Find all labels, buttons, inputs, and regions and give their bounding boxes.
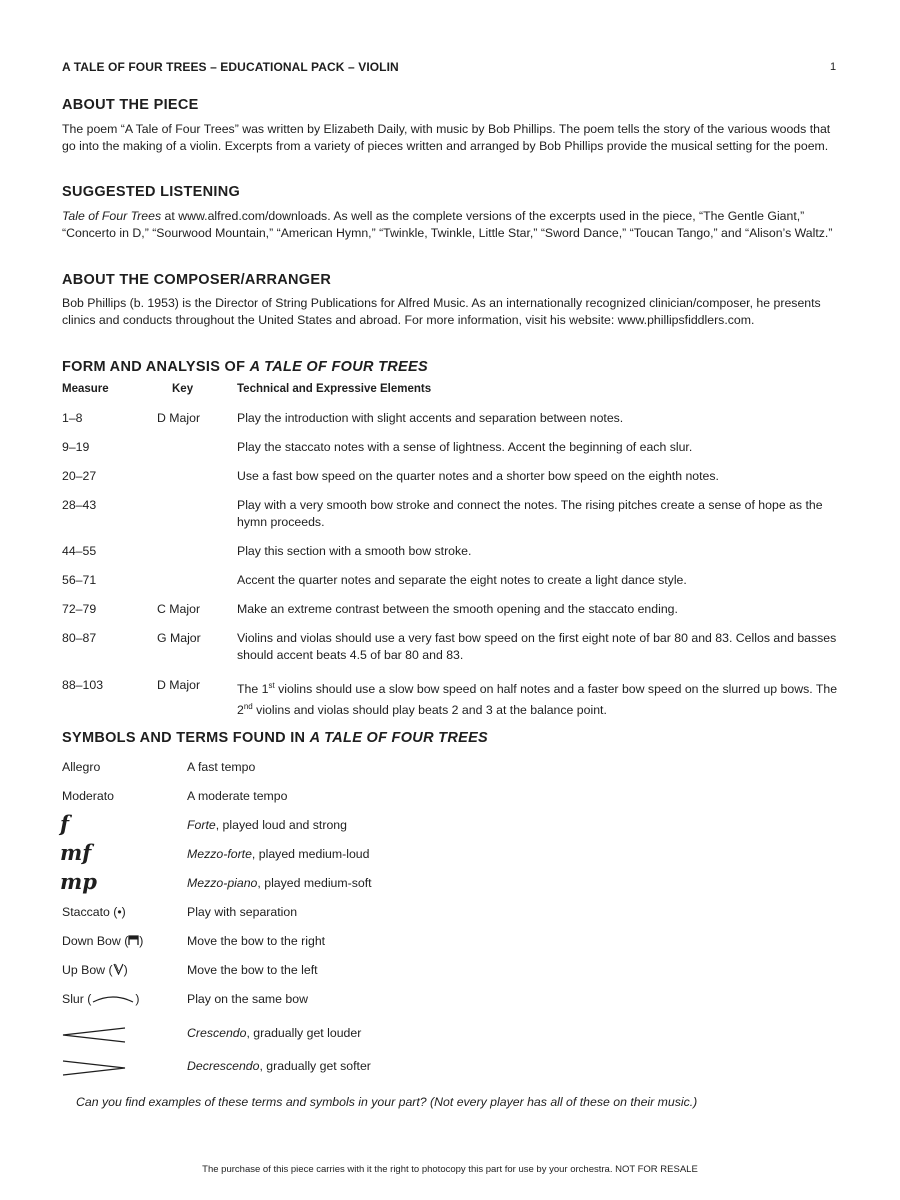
term-close: ) <box>135 992 140 1006</box>
definition-decrescendo <box>187 1059 371 1073</box>
term-up-bow <box>62 963 128 978</box>
closing-question: Can you find examples of these terms and symbols in your part? (Not every player has all of these on their music.) <box>76 1095 698 1109</box>
desc-cell: Play with a very smooth bow stroke and connect the notes. The rising pitches create a sense of hope as the hymn proceeds. <box>237 498 823 529</box>
listening-heading: SUGGESTED LISTENING <box>62 184 241 200</box>
form-analysis-heading-prefix: FORM AND ANALYSIS OF <box>62 359 250 375</box>
page-header-title: A TALE OF FOUR TREES – EDUCATIONAL PACK – VIOLIN <box>62 60 399 74</box>
form-analysis-heading-title: A TALE OF FOUR TREES <box>249 359 428 375</box>
term-label: Down Bow ( <box>62 934 129 948</box>
definition-term: Crescendo <box>187 1026 247 1040</box>
definition-mezzo-forte <box>187 847 370 861</box>
desc-part: The 1 <box>237 682 269 697</box>
crescendo-hairpin-icon <box>61 1026 127 1049</box>
definition-mezzo-piano <box>187 876 372 890</box>
symbols-heading-prefix: SYMBOLS AND TERMS FOUND IN <box>62 730 310 746</box>
page-number: 1 <box>830 61 837 73</box>
desc-cell: Play the staccato notes with a sense of lightness. Accent the beginning of each slur. <box>237 440 693 454</box>
definition-text: , played medium-loud <box>251 847 370 861</box>
listening-title-italic: Tale of Four Trees <box>62 209 162 223</box>
term-moderato: Moderato <box>62 789 114 803</box>
definition-term: Decrescendo <box>187 1059 260 1073</box>
down-bow-icon <box>128 935 139 949</box>
desc-cell: Use a fast bow speed on the quarter notes and a shorter bow speed on the eighth notes. <box>237 469 719 483</box>
definition-slur: Play on the same bow <box>187 992 308 1006</box>
column-header-measure: Measure <box>62 383 109 395</box>
column-header-key: Key <box>172 383 194 395</box>
desc-part: violins should use a slow bow speed on half notes and a faster bow speed on the slurred up bows. The 2 <box>237 682 838 718</box>
definition-term: Mezzo-forte <box>187 847 252 861</box>
desc-cell <box>237 677 842 719</box>
definition-down-bow: Move the bow to the right <box>187 934 326 948</box>
definition-text: , played medium-soft <box>257 876 372 890</box>
definition-up-bow: Move the bow to the left <box>187 963 318 977</box>
desc-cell: Play the introduction with slight accents and separation between notes. <box>237 411 624 425</box>
key-cell: D Major <box>157 411 201 425</box>
forte-symbol: f <box>60 811 70 836</box>
term-allegro: Allegro <box>62 760 101 774</box>
about-piece-text: The poem “A Tale of Four Trees” was written by Elizabeth Daily, with music by Bob Phillips. The poem tells the story of the various woods that go into the making of a violin. Excerpts from a variety of pieces written and arranged by Bob Phillips provide the musical setting for the poem. <box>62 122 831 153</box>
measure-cell: 20–27 <box>62 469 97 483</box>
definition-allegro: A fast tempo <box>187 760 256 774</box>
measure-cell: 44–55 <box>62 544 97 558</box>
definition-text: , gradually get louder <box>246 1026 362 1040</box>
mezzo-piano-symbol: mp <box>60 869 97 894</box>
page-footer: The purchase of this piece carries with it the right to photocopy this part for use by your orchestra. NOT FOR RESALE <box>202 1164 698 1175</box>
key-cell: D Major <box>157 678 201 692</box>
measure-cell: 28–43 <box>62 498 97 512</box>
key-cell: G Major <box>157 631 201 645</box>
definition-staccato: Play with separation <box>187 905 298 919</box>
listening-text <box>62 208 840 242</box>
composer-text: Bob Phillips (b. 1953) is the Director of String Publications for Alfred Music. As an internationally recognized clinician/composer, he presents clinics and conducts throughout the United States and abroad. For more information, visit his website: www.phillipsfiddlers.com. <box>62 296 821 327</box>
term-close: ) <box>123 963 128 977</box>
up-bow-icon <box>113 963 124 978</box>
desc-part: violins and violas should play beats 2 and 3 at the balance point. <box>252 703 607 718</box>
term-slur <box>62 992 140 1007</box>
definition-moderato: A moderate tempo <box>187 789 288 803</box>
key-cell: C Major <box>157 602 201 616</box>
term-label: Up Bow ( <box>62 963 113 977</box>
ordinal-suffix: st <box>268 681 275 690</box>
form-analysis-heading <box>62 359 428 375</box>
about-piece-heading: ABOUT THE PIECE <box>62 97 199 113</box>
term-label: Slur ( <box>62 992 92 1006</box>
term-down-bow <box>62 934 143 949</box>
term-staccato: Staccato (•) <box>62 905 126 919</box>
definition-text: , gradually get softer <box>259 1059 371 1073</box>
mezzo-forte-symbol: mf <box>60 840 92 865</box>
ordinal-suffix: nd <box>243 702 253 712</box>
symbols-heading-title: A TALE OF FOUR TREES <box>309 730 489 746</box>
measure-cell: 56–71 <box>62 573 97 587</box>
desc-cell: Accent the quarter notes and separate the eight notes to create a light dance style. <box>237 573 687 587</box>
composer-heading: ABOUT THE COMPOSER/ARRANGER <box>62 272 332 288</box>
measure-cell: 80–87 <box>62 631 97 645</box>
desc-cell: Play this section with a smooth bow stroke. <box>237 544 472 558</box>
column-header-elements: Technical and Expressive Elements <box>237 383 432 395</box>
term-close: ) <box>139 934 144 948</box>
definition-crescendo <box>187 1026 361 1040</box>
decrescendo-hairpin-icon <box>61 1059 127 1082</box>
definition-term: Mezzo-piano <box>187 876 258 890</box>
symbols-heading <box>62 730 488 746</box>
listening-body: at www.alfred.com/downloads. As well as the complete versions of the excerpts used in the piece, “The Gentle Giant,” “Concerto in D,” “Sourwood Mountain,” “American Hymn,” “Twinkle, Twinkle, Little Star,” “Sword Dance,” “Toucan Tango,” and “Alison’s Waltz.” <box>62 209 833 240</box>
desc-cell: Violins and violas should use a very fast bow speed on the first eight note of bar 80 and 83. Cellos and basses should accent beats 4.5 of bar 80 and 83. <box>237 631 837 662</box>
desc-cell: Make an extreme contrast between the smooth opening and the staccato ending. <box>237 602 678 616</box>
measure-cell: 72–79 <box>62 602 97 616</box>
definition-forte <box>187 818 347 832</box>
slur-icon <box>91 993 135 1007</box>
definition-text: , played loud and strong <box>215 818 347 832</box>
measure-cell: 9–19 <box>62 440 90 454</box>
measure-cell: 88–103 <box>62 678 104 692</box>
definition-term: Forte <box>187 818 216 832</box>
measure-cell: 1–8 <box>62 411 83 425</box>
